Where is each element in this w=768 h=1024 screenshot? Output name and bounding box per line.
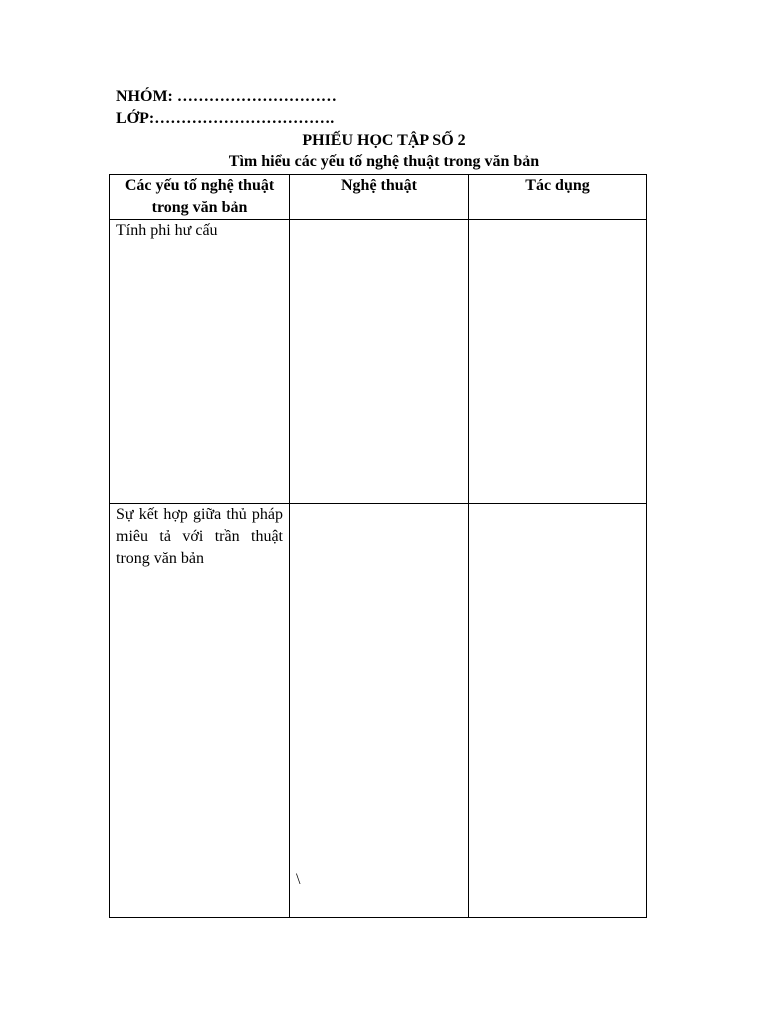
element-label: Sự kết hợp giữa thủ pháp miêu tả với trần thuật trong văn bản — [116, 506, 283, 567]
effect-cell[interactable] — [469, 504, 647, 918]
group-line: NHÓM: ………………………… — [116, 88, 337, 105]
art-cell[interactable] — [290, 220, 469, 504]
table-row — [110, 220, 647, 504]
element-cell — [110, 220, 290, 504]
table-row — [110, 504, 647, 918]
worksheet-subtitle: Tìm hiểu các yếu tố nghệ thuật trong văn bản — [228, 153, 540, 170]
element-cell — [110, 504, 290, 918]
worksheet-title: PHIẾU HỌC TẬP SỐ 2 — [302, 132, 466, 149]
worksheet-table — [109, 174, 647, 918]
art-cell[interactable] — [290, 504, 469, 918]
table-header-row — [110, 175, 647, 220]
class-line: LỚP:……………………………. — [116, 110, 335, 127]
column-header-effect: Tác dụng — [469, 175, 647, 220]
column-header-elements: Các yếu tố nghệ thuật trong văn bản — [110, 175, 290, 220]
column-header-art: Nghệ thuật — [290, 175, 469, 220]
element-label: Tính phi hư cấu — [116, 222, 218, 239]
effect-cell[interactable] — [469, 220, 647, 504]
art-value: \ — [296, 871, 301, 888]
